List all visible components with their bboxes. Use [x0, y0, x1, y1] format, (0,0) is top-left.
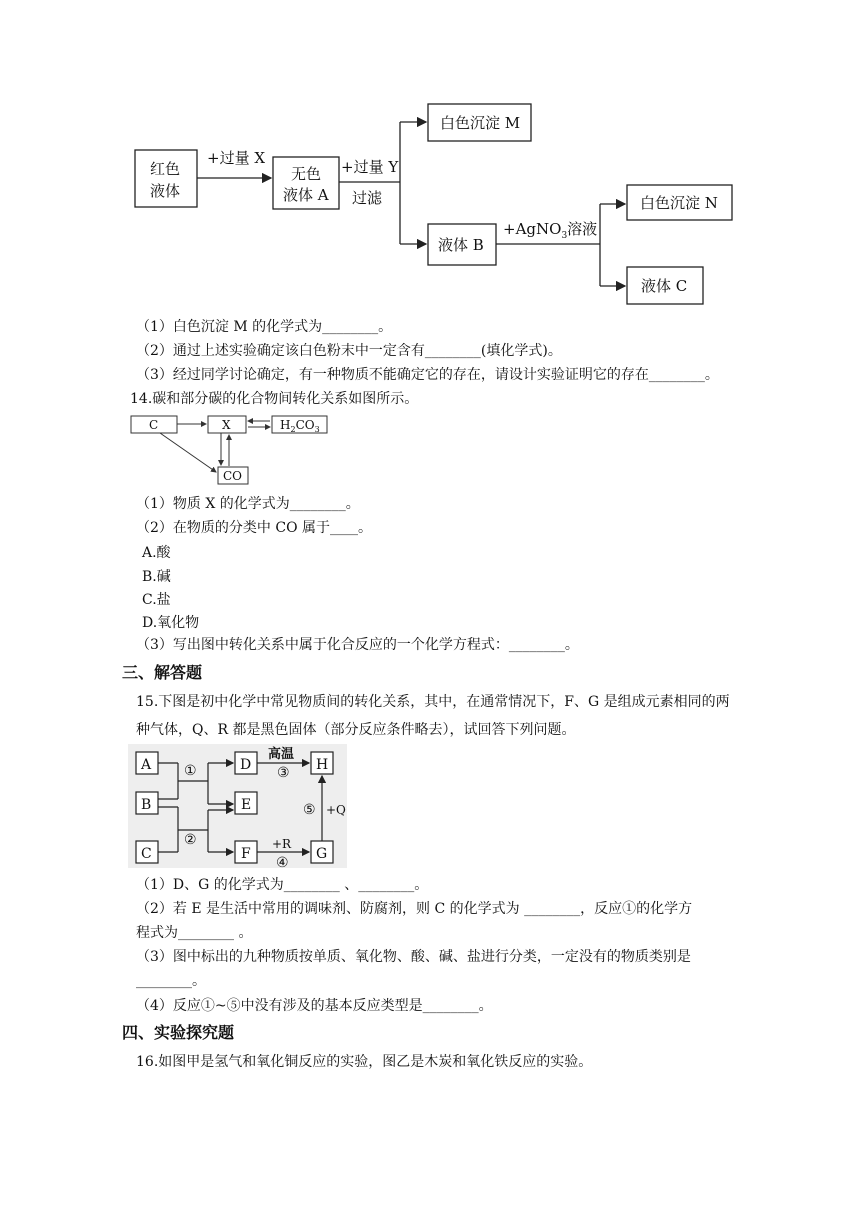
reaction-5-label: ⑤: [303, 802, 316, 818]
node-f: F: [241, 846, 251, 862]
node-e: E: [241, 797, 252, 813]
reaction-3-label: ③: [277, 765, 290, 781]
arrow2-label-line1: +过量 Y: [341, 158, 399, 176]
reaction-2-label: ②: [184, 832, 197, 848]
arrow2-label-line2: 过滤: [352, 189, 383, 207]
box-n: 白色沉淀 N: [640, 194, 718, 212]
flowchart-13: [0, 0, 860, 310]
condition-gaowen: 高温: [268, 747, 295, 762]
section4-heading: 四、实验探究题: [122, 1023, 235, 1042]
q14-option-c: C.盐: [142, 592, 171, 608]
q15-part1: （1）D、G 的化学式为________ 、________。: [136, 877, 429, 893]
reaction-4-label: ④: [276, 855, 289, 871]
carbon-diagram: [0, 408, 400, 488]
reaction-diagram: [0, 744, 400, 872]
q14-option-a: A.酸: [142, 545, 171, 561]
q15-part2-line1: （2）若 E 是生活中常用的调味剂、防腐剂，则 C 的化学式为 ________，反应①的化学方: [136, 901, 693, 917]
condition-plus-q: +Q: [326, 803, 346, 817]
arrow3-label: +AgNO$_3$溶液: [503, 220, 598, 241]
node-x: X: [222, 418, 231, 432]
box-a-line1: 无色: [291, 165, 322, 183]
box-red-line1: 红色: [150, 160, 181, 178]
box-a-line2: 液体 A: [283, 186, 329, 204]
arrow1-label: +过量 X: [207, 149, 266, 167]
node-g: G: [316, 846, 328, 862]
q14-part1: （1）物质 X 的化学式为________。: [136, 496, 360, 512]
q14-title: 14.碳和部分碳的化合物间转化关系如图所示。: [130, 391, 419, 407]
q14-part3: （3）写出图中转化关系中属于化合反应的一个化学方程式：________。: [136, 637, 579, 653]
box-red-line2: 液体: [150, 182, 181, 200]
q15-part4: （4）反应①~⑤中没有涉及的基本反应类型是________。: [136, 998, 493, 1014]
reaction-1-label: ①: [184, 763, 197, 779]
node-c2: C: [141, 846, 152, 862]
q16-intro: 16.如图甲是氢气和氧化铜反应的实验，图乙是木炭和氧化铁反应的实验。: [136, 1054, 593, 1070]
box-c: 液体 C: [641, 277, 688, 295]
node-c: C: [149, 418, 159, 432]
box-m: 白色沉淀 M: [440, 114, 521, 132]
node-co: CO: [223, 469, 243, 483]
q13-part2: （2）通过上述实验确定该白色粉末中一定含有________(填化学式)。: [136, 343, 562, 359]
section3-heading: 三、解答题: [122, 663, 203, 682]
q13-part3: （3）经过同学讨论确定，有一种物质不能确定它的存在，请设计实验证明它的存在________。: [136, 367, 719, 383]
q15-part3-line1: （3）图中标出的九种物质按单质、氧化物、酸、碱、盐进行分类，一定没有的物质类别是: [136, 949, 691, 965]
q14-part2: （2）在物质的分类中 CO 属于____。: [136, 520, 372, 536]
node-b: B: [141, 797, 152, 813]
q14-option-d: D.氧化物: [142, 615, 200, 631]
q13-part1: （1）白色沉淀 M 的化学式为________。: [136, 319, 393, 335]
node-a: A: [141, 757, 152, 773]
box-b: 液体 B: [438, 236, 484, 254]
q14-option-b: B.碱: [142, 569, 171, 585]
q15-intro: 15.下图是初中化学中常见物质间的转化关系，其中，在通常情况下，F、G 是组成元素相同的两种气体，Q、R 都是黑色固体（部分反应条件略去），试回答下列问题。: [136, 694, 730, 738]
q15-part2-line2: 程式为________ 。: [136, 925, 253, 941]
node-h: H: [316, 757, 329, 773]
condition-plus-r: +R: [272, 837, 292, 851]
q15-part3-line2: ________。: [136, 973, 206, 989]
node-h2co3: $H_2CO_3$: [280, 418, 320, 434]
node-d: D: [240, 757, 252, 773]
